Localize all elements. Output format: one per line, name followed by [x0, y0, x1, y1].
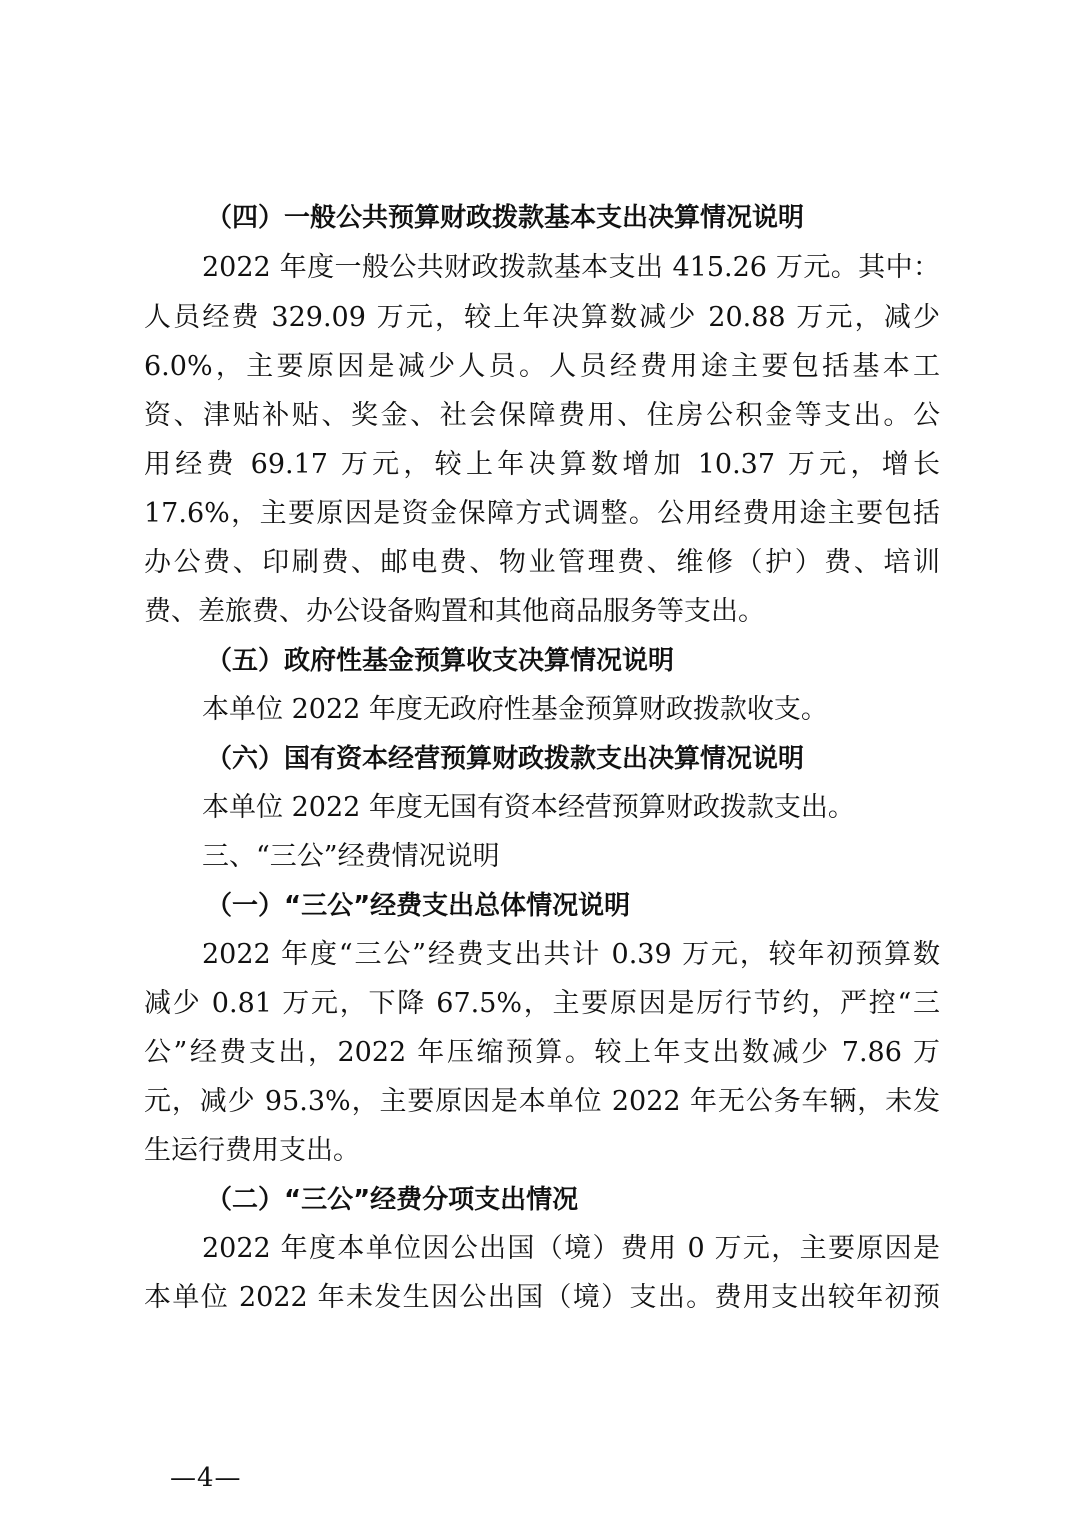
paragraph-line: 2022 年度本单位因公出国（境）费用 0 万元，主要原因是 [202, 1233, 940, 1264]
paragraph-line: 17.6%，主要原因是资金保障方式调整。公用经费用途主要包括 [144, 498, 940, 529]
section-heading-6: （六）国有资本经营预算财政拨款支出决算情况说明 [206, 744, 805, 774]
paragraph-line: 资、津贴补贴、奖金、社会保障费用、住房公积金等支出。公 [144, 400, 940, 431]
paragraph-line: 人员经费 329.09 万元，较上年决算数减少 20.88 万元，减少 [144, 302, 940, 333]
paragraph-line: 减少 0.81 万元，下降 67.5%，主要原因是厉行节约，严控“三 [144, 988, 940, 1019]
section-heading-3-1: （一）“三公”经费支出总体情况说明 [206, 891, 631, 921]
paragraph-line: 本单位 2022 年未发生因公出国（境）支出。费用支出较年初预 [144, 1282, 940, 1313]
paragraph-line: 6.0%，主要原因是减少人员。人员经费用途主要包括基本工 [144, 351, 940, 382]
part-heading-3: 三、“三公”经费情况说明 [202, 841, 500, 872]
paragraph-line: 2022 年度一般公共财政拨款基本支出 415.26 万元。其中： [202, 252, 940, 283]
paragraph-line: 费、差旅费、办公设备购置和其他商品服务等支出。 [144, 596, 765, 627]
paragraph-line: 本单位 2022 年度无国有资本经营预算财政拨款支出。 [202, 792, 855, 823]
paragraph-line: 本单位 2022 年度无政府性基金预算财政拨款收支。 [202, 694, 828, 725]
paragraph-line: 办公费、印刷费、邮电费、物业管理费、维修（护）费、培训 [144, 547, 940, 578]
section-heading-5: （五）政府性基金预算收支决算情况说明 [206, 646, 675, 676]
paragraph-line: 公”经费支出，2022 年压缩预算。较上年支出数减少 7.86 万 [144, 1037, 940, 1068]
paragraph-line: 用经费 69.17 万元，较上年决算数增加 10.37 万元，增长 [144, 449, 940, 480]
section-heading-3-2: （二）“三公”经费分项支出情况 [206, 1185, 579, 1215]
section-heading-4: （四）一般公共预算财政拨款基本支出决算情况说明 [206, 203, 805, 233]
paragraph-line: 元，减少 95.3%，主要原因是本单位 2022 年无公务车辆，未发 [144, 1086, 940, 1117]
paragraph-line: 生运行费用支出。 [144, 1135, 360, 1166]
page-number: —4— [170, 1463, 242, 1493]
paragraph-line: 2022 年度“三公”经费支出共计 0.39 万元，较年初预算数 [202, 939, 940, 970]
